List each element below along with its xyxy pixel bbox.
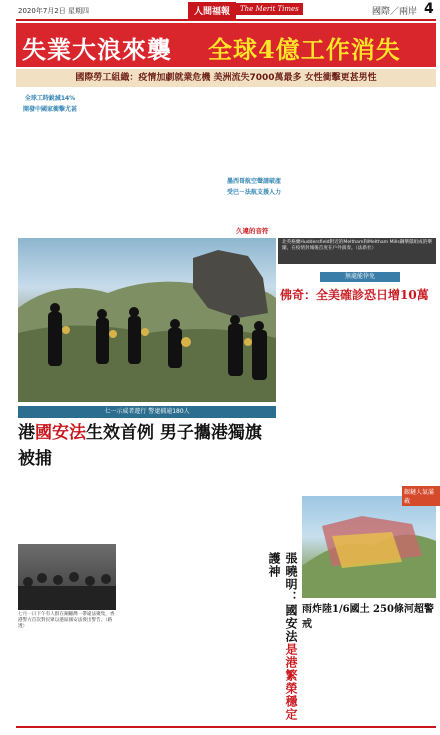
page-number: 4 — [424, 1, 434, 17]
hk-column-1 — [18, 450, 98, 542]
article-subhead-4: 受巴－法航支援人力 — [226, 189, 281, 196]
hk-column-4 — [120, 546, 196, 722]
newspaper-logo-en: The Merit Times — [236, 3, 303, 15]
vertical-headline-red: 是港繁榮穩定 — [284, 643, 298, 721]
hk-story-banner: 七一示威者遊行 警逮捕逾180人 — [18, 406, 276, 418]
hk-story-headline — [18, 420, 276, 469]
hk-headline-part-2: 生效首例 男子攜港獨旗被捕 — [18, 423, 262, 469]
article-column-3 — [154, 92, 218, 232]
article-subhead-2: 開發中國家衝擊尤甚 — [22, 106, 77, 113]
flood-column-1 — [302, 616, 368, 722]
article-column-1 — [18, 92, 82, 232]
brass-band-photo — [18, 238, 276, 402]
vertical-headline-part-2: 護神 — [267, 552, 281, 578]
padlock-illustration — [302, 496, 436, 598]
article-column-5 — [290, 92, 360, 232]
hk-headline-red: 國安法 — [35, 423, 86, 443]
article-subhead-3: 墨西哥航空聲請破產 — [226, 178, 281, 185]
right-headline: 佛奇：全美確診恐日增10萬 — [280, 288, 429, 302]
crowd-illustration — [18, 544, 116, 610]
hk-protest-photo — [18, 544, 116, 610]
article-column-6 — [364, 92, 434, 232]
photo-tag: 銀鏈人氣滿載 — [402, 486, 440, 506]
flood-column-2 — [372, 616, 436, 722]
main-headline-left: 失業大浪來襲 — [22, 35, 172, 64]
brass-band-illustration — [18, 238, 276, 402]
photo-caption-title: 久違的音符 — [236, 227, 269, 235]
right-column-3 — [388, 304, 436, 486]
vertical-headline-part-1: 張曉明：國安法 — [284, 552, 298, 643]
main-subhead: 國際勞工組織：疫情加劇就業危機 美洲流失7000萬最多 女性衝擊更甚男性 — [16, 69, 436, 87]
vertical-headline — [267, 552, 300, 730]
hk-column-3 — [190, 450, 276, 550]
main-headline-right: 全球4億工作消失 — [208, 35, 401, 64]
section-name: 國際／兩岸 — [372, 7, 418, 17]
article-column-4 — [222, 92, 286, 232]
header-rule — [16, 19, 436, 21]
right-tag: 無處能倖免 — [320, 272, 400, 282]
right-column-1 — [280, 304, 330, 486]
hk-column-2 — [102, 450, 186, 542]
flood-headline: 雨炸陸1/6國土 250條河超警戒 — [302, 604, 434, 630]
right-column-2 — [334, 304, 384, 486]
hk-column-5 — [200, 554, 278, 722]
article-column-2 — [86, 92, 150, 232]
hk-headline-part-1: 港 — [18, 423, 35, 443]
article-subhead-1: 全球工時銳減14% — [24, 95, 76, 102]
newspaper-logo-cn: 人間福報 — [188, 2, 236, 19]
padlock-fence-photo — [302, 496, 436, 598]
hk-photo-caption: 七月一日下午有人群在銅鑼灣一帶違法聚集，香港警方首次對民眾以港區國安法發出警告。（路透） — [18, 612, 115, 629]
issue-date: 2020年7月2日 星期四 — [18, 7, 89, 15]
photo-credit-box: 北英格蘭Huddersfield附近的Meltham和Meltham Mills鋼樂隊組成的樂團，在疫情封城後首度在戶外演奏。（法新社） — [278, 238, 436, 264]
footer-rule — [16, 726, 436, 728]
